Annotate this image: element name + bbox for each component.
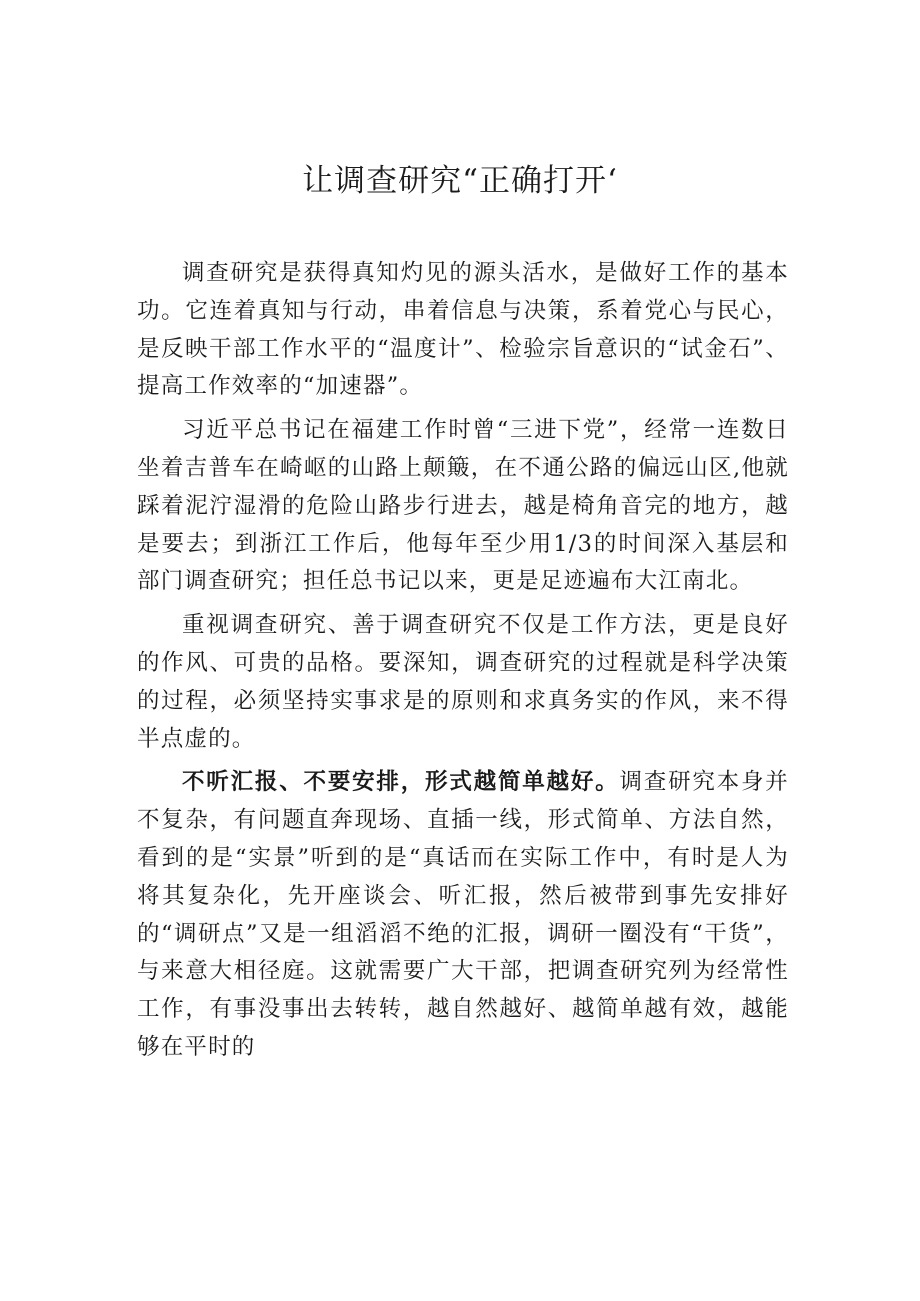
- paragraph-4-lead: 不听汇报、不要安排，形式越简单越好。: [182, 769, 620, 796]
- paragraph-1: [137, 255, 789, 406]
- paragraph-1-text: 调查研究是获得真知灼见的源头活水，是做好工作的基本功。它连着真知与行动，串着信息与决策，系着党心与民心，是反映干部工作水平的“温度计”、检验宗旨意识的“试金石”、提高工作效率的“加速器”。: [137, 260, 789, 400]
- paragraph-2-text: 习近平总书记在福建工作时曾“三进下党”，经常一连数日坐着吉普车在崎岖的山路上颠簸，在不通公路的偏远山区,他就踩着泥泞湿滑的危险山路步行进去，越是椅角音完的地方，越是要去；到浙江工作后，他每年至少用1/3的时间深入基层和部门调查研究；担任总书记以来，更是足迹遍布大江南北。: [137, 417, 789, 595]
- paragraph-4-text: 调查研究本身并不复杂，有问题直奔现场、直插一线，形式简单、方法自然，看到的是“实景”听到的是“真话而在实际工作中，有时是人为将其复杂化，先开座谈会、听汇报，然后被带到事先安排好的“调研点”又是一组滔滔不绝的汇报，调研一圈没有“干货”，与来意大相径庭。这就需要广大干部，把调查研究列为经常性工作，有事没事出去转转，越自然越好、越简单越有效，越能够在平时的: [137, 769, 789, 1060]
- paragraph-3-text: 重视调查研究、善于调查研究不仅是工作方法，更是良好的作风、可贵的品格。要深知，调查研究的过程就是科学决策的过程，必须坚持实事求是的原则和求真务实的作风，来不得半点虚的。: [137, 612, 789, 752]
- document-body: [137, 255, 789, 1067]
- document-title: 让调查研究“正确打开‘: [302, 163, 618, 199]
- paragraph-3: [137, 607, 789, 758]
- paragraph-4: [137, 764, 789, 1066]
- paragraph-2: [137, 412, 789, 601]
